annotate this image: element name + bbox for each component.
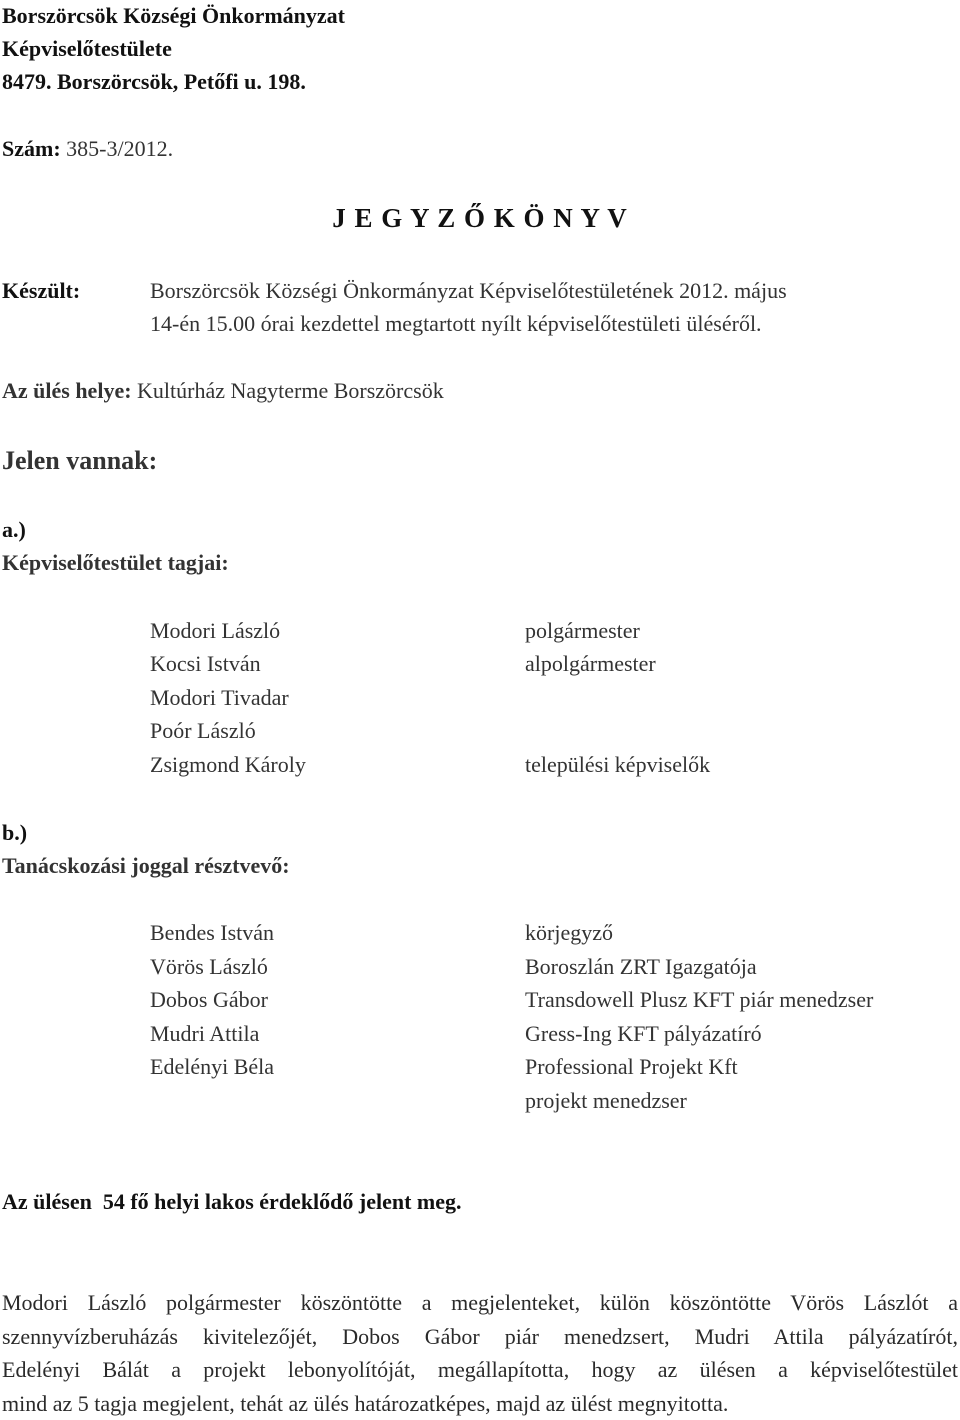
header-line-2: Képviselőtestülete <box>2 36 172 61</box>
member-role: települési képviselők <box>525 752 711 777</box>
member-name: Kocsi István <box>150 651 261 676</box>
opening-paragraph <box>2 1286 958 1420</box>
paragraph-line: mind az 5 tagja megjelent, tehát az ülés határozatképes, majd az ülést megnyitotta. <box>2 1390 729 1416</box>
participant-role: Transdowell Plusz KFT piár menedzser <box>525 987 874 1012</box>
made-line-2: 14-én 15.00 órai kezdettel megtartott nyílt képviselőtestületi üléséről. <box>150 311 762 336</box>
member-name: Modori László <box>150 618 281 643</box>
page-title: J E G Y Z Ő K Ö N Y V <box>332 203 628 233</box>
member-role: alpolgármester <box>525 651 656 676</box>
venue-label: Az ülés helye: <box>2 378 132 403</box>
participant-name: Bendes István <box>150 920 275 945</box>
venue <box>2 378 444 404</box>
participant-role: körjegyző <box>525 920 613 945</box>
participant-name: Vörös László <box>150 954 268 979</box>
member-name: Poór László <box>150 718 256 743</box>
present-heading: Jelen vannak: <box>2 446 158 475</box>
section-b-heading: Tanácskozási joggal résztvevő: <box>2 853 290 878</box>
number-value: 385-3/2012. <box>66 136 174 161</box>
paragraph-line: szennyvízberuházás kivitelezőjét, Dobos Gábor piár menedzsert, Mudri Attila pályázatírót, <box>2 1323 958 1349</box>
participant-role: Boroszlán ZRT Igazgatója <box>525 954 757 979</box>
section-a-marker: a.) <box>2 517 26 542</box>
participant-role: Gress-Ing KFT pályázatíró <box>525 1021 762 1046</box>
member-role: polgármester <box>525 618 640 643</box>
paragraph-line: Edelényi Bálát a projekt lebonyolítóját, megállapította, hogy az ülésen a képviselőtestület <box>2 1357 958 1382</box>
made-line-1: Borszörcsök Községi Önkormányzat Képviselőtestületének 2012. május <box>150 278 787 303</box>
participant-name: Mudri Attila <box>150 1021 260 1046</box>
attendance-note: Az ülésen 54 fő helyi lakos érdeklődő jelent meg. <box>2 1189 462 1214</box>
member-name: Modori Tivadar <box>150 685 289 710</box>
participant-name: Edelényi Béla <box>150 1054 275 1079</box>
made-label: Készült: <box>2 278 81 303</box>
member-name: Zsigmond Károly <box>150 752 306 777</box>
participant-role: projekt menedzser <box>525 1088 687 1113</box>
paragraph-line: Modori László polgármester köszöntötte a megjelenteket, külön köszöntötte Vörös Lászlót a <box>2 1290 958 1315</box>
section-a-heading: Képviselőtestület tagjai: <box>2 550 229 575</box>
participant-name: Dobos Gábor <box>150 987 268 1012</box>
document-number <box>2 136 173 162</box>
header-line-3: 8479. Borszörcsök, Petőfi u. 198. <box>2 69 306 94</box>
number-label: Szám: <box>2 136 61 161</box>
header-line-1: Borszörcsök Községi Önkormányzat <box>2 3 346 28</box>
section-b-marker: b.) <box>2 820 28 845</box>
venue-value: Kultúrház Nagyterme Borszörcsök <box>137 378 444 403</box>
participant-role: Professional Projekt Kft <box>525 1054 738 1079</box>
